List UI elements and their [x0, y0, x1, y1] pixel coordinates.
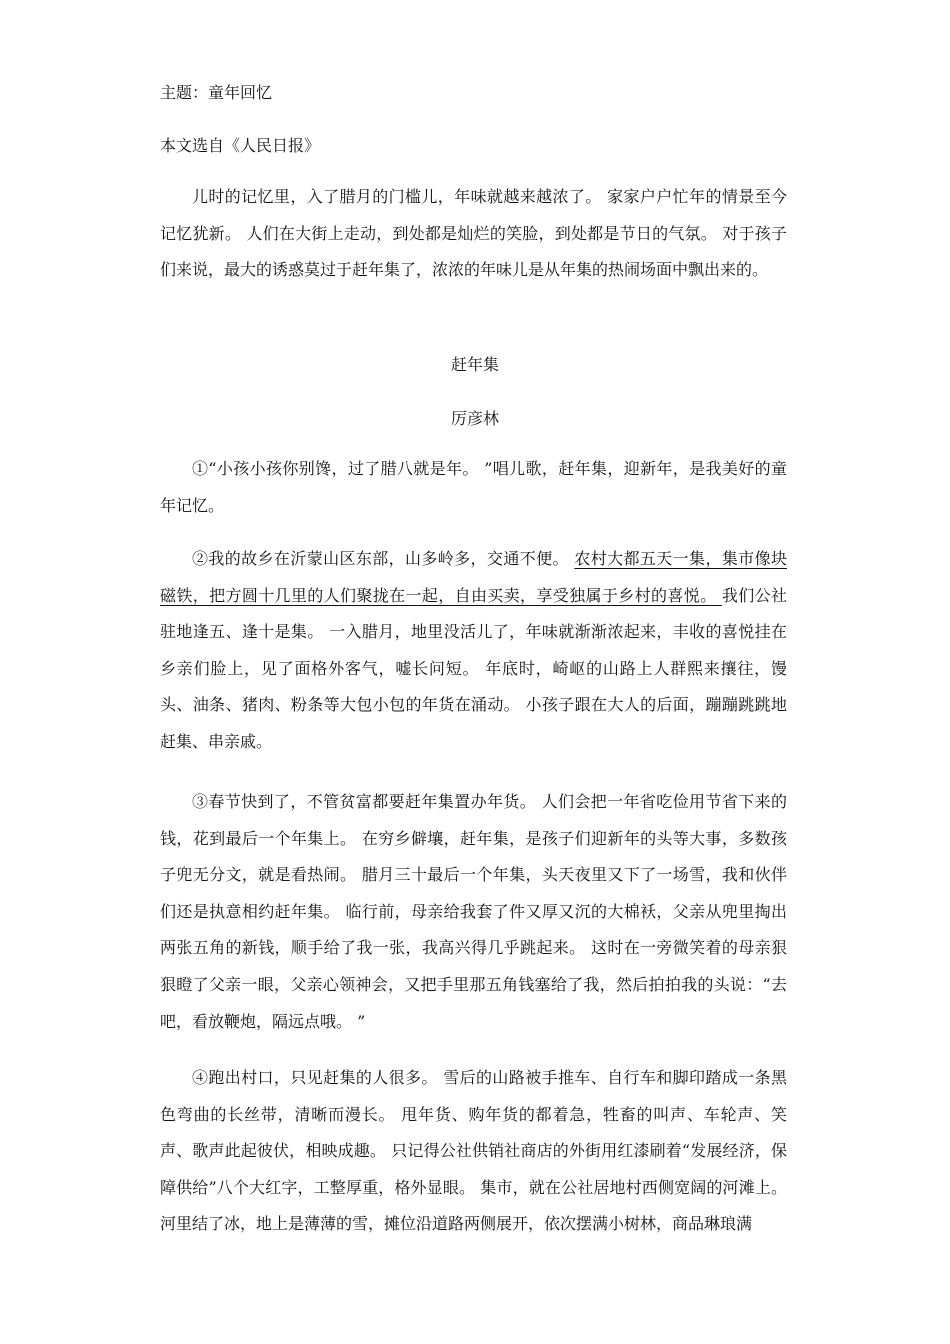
intro-paragraph: 儿时的记忆里，入了腊月的门槛儿，年味就越来越浓了。 家家户户忙年的情景至今记忆犹新。 人们在大街上走动，到处都是灿烂的笑脸，到处都是节日的气氛。 对于孩子们来说，最大的诱惑莫过于赶年集了，浓浓的年味儿是从年集的热闹场面中飘出来的。	[160, 187, 787, 280]
article-title: 赶年集	[450, 355, 499, 374]
paragraph-2-end: 我们公社驻地逢五、逢十是集。 一入腊月，地里没活儿了，年味就渐渐浓起来，丰收的喜悦挂在乡亲们脸上，见了面格外客气，嘘长问短。 年底时，崎岖的山路上人群熙来攘往，馒头、油条、猪肉、粉条等大包小包的年货在涌动。 小孩子跟在大人的后面，蹦蹦跳跳地赶集、串亲戚。	[160, 585, 787, 751]
paragraph-2	[160, 541, 787, 761]
article-author: 厉彦林	[450, 409, 499, 428]
paragraph-3: ③春节快到了，不管贫富都要赶年集置办年货。 人们会把一年省吃俭用节省下来的钱，花到最后一个年集上。 在穷乡僻壤，赶年集，是孩子们迎新年的头等大事，多数孩子兜无分文，就是看热闹。 腊月三十最后一个年集，头天夜里又下了一场雪，我和伙伴们还是执意相约赶年集。 临行前，母亲给我套了件又厚又沉的大棉袄，父亲从兜里掏出两张五角的新钱，顺手给了我一张，我高兴得几乎跳起来。 这时在一旁微笑着的母亲狠狠瞪了父亲一眼，父亲心领神会，又把手里那五角钱塞给了我，然后拍拍我的头说：“去吧，看放鞭炮，隔远点哦。 ”	[160, 792, 787, 1031]
underlined-sentence: 农村大都五天一集，集市像块磁铁，把方圆十几里的人们聚拢在一起，自由买卖，享受独属于乡村的喜悦。	[160, 549, 787, 605]
paragraph-4: ④跑出村口，只见赶集的人很多。 雪后的山路被手推车、自行车和脚印踏成一条黑色弯曲的长丝带，清晰而漫长。 甩年货、购年货的都着急，牲畜的叫声、车轮声、笑声、歌声此起彼伏，相映成趣。 只记得公社供销社商店的外街用红漆刷着“发展经济，保障供给”八个大红字，工整厚重，格外显眼。 集市，就在公社居地村西侧宽阔的河滩上。 河里结了冰，地上是薄薄的雪，摊位沿道路两侧展开，依次摆满小树林，商品琳琅满	[160, 1068, 787, 1234]
source-line: 本文选自《人民日报》	[160, 136, 321, 155]
theme-line: 主题：童年回忆	[160, 83, 273, 102]
paragraph-2-start: ②我的故乡在沂蒙山区东部，山多岭多，交通不便。	[192, 549, 575, 568]
paragraph-1: ①“小孩小孩你别馋，过了腊八就是年。 ”唱儿歌，赶年集，迎新年，是我美好的童年记忆。	[160, 459, 787, 515]
